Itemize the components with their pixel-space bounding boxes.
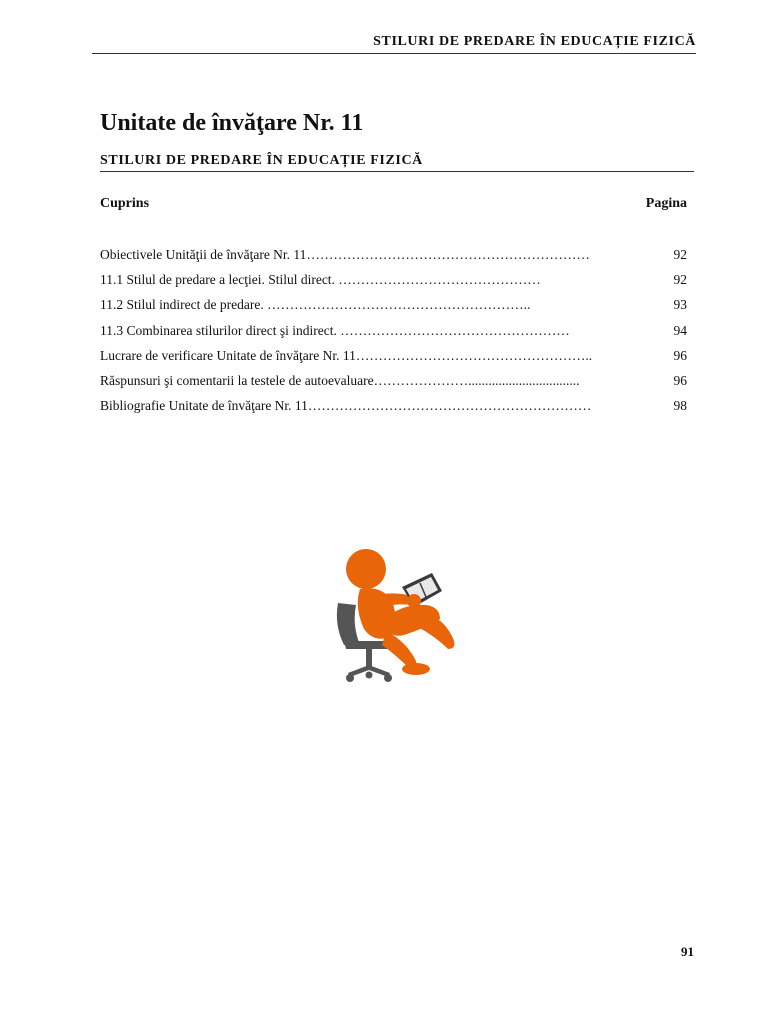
toc-entry-text: 11.2 Stilul indirect de predare. …………………………………………………..: [100, 297, 531, 313]
running-header: STILURI DE PREDARE ÎN EDUCAȚIE FIZICĂ: [92, 34, 696, 54]
table-of-contents: [100, 246, 687, 422]
toc-entry-text: Bibliografie Unitate de învăţare Nr. 11………………………………………………………: [100, 398, 592, 414]
figure-head: [346, 549, 386, 589]
toc-entry: [100, 271, 687, 296]
toc-entry: [100, 347, 687, 372]
toc-entry: [100, 372, 687, 397]
toc-entry: [100, 246, 687, 271]
chair-wheel: [366, 672, 373, 679]
unit-subtitle: STILURI DE PREDARE ÎN EDUCAȚIE FIZICĂ: [100, 153, 694, 172]
toc-entry-text: Lucrare de verificare Unitate de învăţare Nr. 11……………………………………………..: [100, 347, 593, 363]
figure-foot: [402, 663, 430, 675]
toc-entry-text: 11.1 Stilul de predare a lecţiei. Stilul direct. ………………………………………: [100, 272, 541, 288]
toc-entry: [100, 397, 687, 422]
toc-entry-page: 96: [673, 372, 687, 388]
toc-entry-page: 98: [673, 398, 687, 414]
chair-back: [337, 603, 360, 645]
toc-entry-page: 92: [673, 272, 687, 288]
unit-title: Unitate de învăţare Nr. 11: [100, 110, 364, 136]
figure-leg: [382, 631, 416, 669]
toc-entry-text: 11.3 Combinarea stilurilor direct şi indirect. ……………………………………………: [100, 322, 570, 338]
toc-entry-text: Răspunsuri şi comentarii la testele de autoevaluare………………….................................: [100, 372, 580, 388]
toc-header: [100, 196, 687, 212]
toc-entry-page: 96: [673, 347, 687, 363]
page-number: 91: [681, 944, 694, 959]
figure-hand: [407, 594, 421, 608]
toc-entry-page: 92: [673, 247, 687, 262]
toc-page-label: Pagina: [645, 196, 687, 211]
toc-entry: [100, 322, 687, 347]
toc-contents-label: Cuprins: [100, 196, 150, 211]
toc-entry: [100, 296, 687, 321]
toc-entry-page: 93: [673, 297, 687, 313]
toc-entry-page: 94: [673, 322, 687, 338]
chair-wheel: [384, 674, 392, 682]
toc-entry-text: Obiectivele Unităţii de învăţare Nr. 11………………………………………………………: [100, 247, 590, 262]
reading-figure-icon: [330, 545, 470, 685]
chair-wheel: [346, 674, 354, 682]
